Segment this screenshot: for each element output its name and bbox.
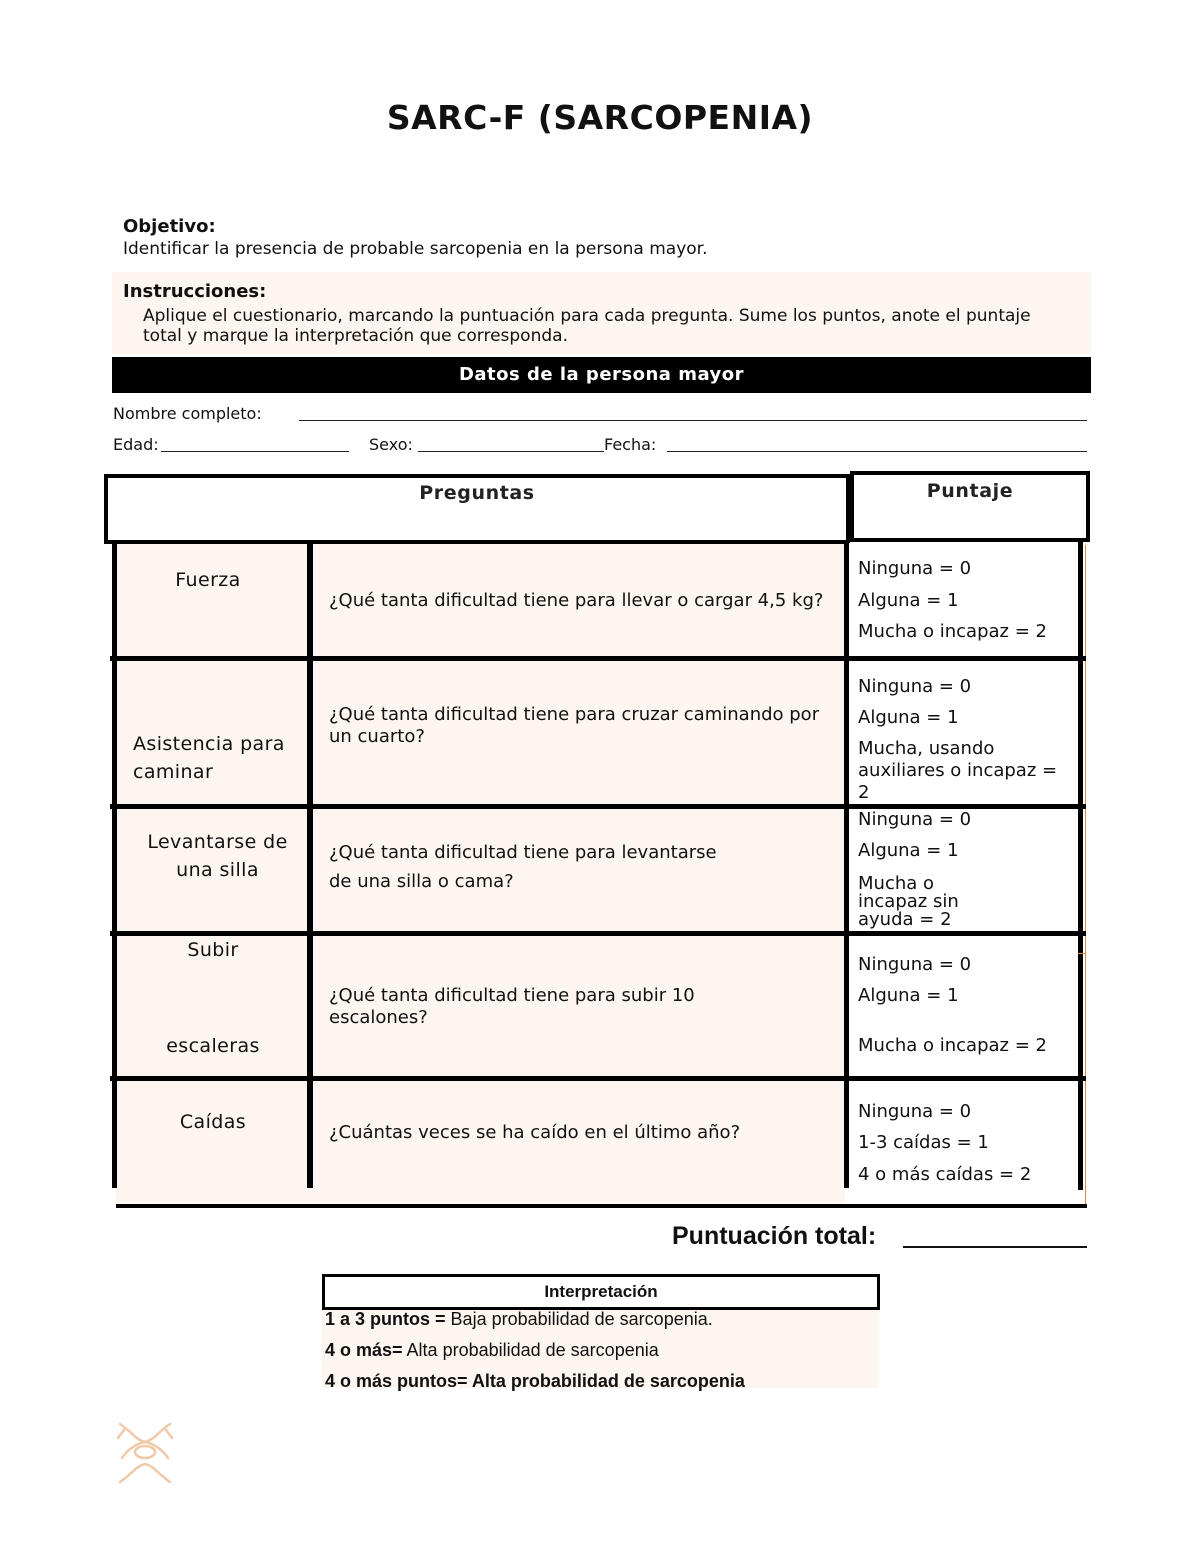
category-label: Fuerza <box>175 569 241 591</box>
score-option[interactable]: Alguna = 1 <box>858 590 959 611</box>
score-option[interactable]: Mucha o incapaz = 2 <box>858 1035 1047 1056</box>
questions-header: Preguntas <box>419 482 535 504</box>
grid-line <box>112 540 117 1188</box>
score-option[interactable]: Ninguna = 0 <box>858 809 972 830</box>
score-option[interactable]: Alguna = 1 <box>858 985 959 1006</box>
score-option[interactable]: Mucha o incapaz sin ayuda = 2 <box>858 873 959 930</box>
category-label-line1: Subir <box>187 939 239 961</box>
institution-logo-icon <box>112 1418 178 1488</box>
objective-text: Identificar la presencia de probable sarcopenia en la persona mayor. <box>123 239 708 259</box>
total-score-field[interactable] <box>903 1246 1087 1248</box>
date-label: Fecha: <box>604 435 657 454</box>
question-text-line1: ¿Qué tanta dificultad tiene para levantarse <box>329 842 717 863</box>
grid-line <box>1085 545 1086 1205</box>
interpretation-line-text: Alta probabilidad de sarcopenia <box>402 1340 659 1360</box>
interpretation-line[interactable] <box>325 1371 745 1392</box>
question-text: ¿Cuántas veces se ha caído en el último año? <box>329 1122 741 1143</box>
interpretation-line-bold: 4 o más puntos= Alta probabilidad de sarcopenia <box>325 1371 745 1391</box>
interpretation-line[interactable] <box>325 1340 659 1361</box>
interpretation-line-text: Baja probabilidad de sarcopenia. <box>445 1309 713 1329</box>
age-field[interactable] <box>161 451 349 452</box>
page-title: SARC-F (SARCOPENIA) <box>386 98 814 137</box>
grid-line <box>116 1204 1087 1208</box>
score-option[interactable]: 4 o más caídas = 2 <box>858 1164 1032 1185</box>
question-text: ¿Qué tanta dificultad tiene para cruzar caminando por un cuarto? <box>329 704 820 747</box>
question-text-line2: de una silla o cama? <box>329 871 514 892</box>
category-label: Caídas <box>179 1111 247 1133</box>
sex-label: Sexo: <box>369 435 413 454</box>
score-option[interactable]: Ninguna = 0 <box>858 676 972 697</box>
category-label: Levantarse de una silla <box>147 831 288 881</box>
score-option[interactable]: Alguna = 1 <box>858 707 959 728</box>
score-option[interactable]: Mucha, usando auxiliares o incapaz = 2 <box>858 738 1058 803</box>
interpretation-line[interactable] <box>325 1309 713 1330</box>
age-label: Edad: <box>113 435 159 454</box>
interpretation-line-bold: 4 o más= <box>325 1340 403 1360</box>
score-header: Puntaje <box>926 480 1014 502</box>
question-text: ¿Qué tanta dificultad tiene para subir 10 escalones? <box>329 985 695 1028</box>
interpretation-line-bold: 1 a 3 puntos = <box>325 1309 446 1329</box>
interpretation-header: Interpretación <box>322 1274 880 1310</box>
score-option[interactable]: Ninguna = 0 <box>858 954 972 975</box>
name-field[interactable] <box>299 420 1087 421</box>
grid-line <box>307 540 313 1188</box>
total-score-label: Puntuación total: <box>672 1222 877 1250</box>
score-option[interactable]: 1-3 caídas = 1 <box>858 1132 989 1153</box>
objective-label: Objetivo: <box>123 216 216 237</box>
date-field[interactable] <box>667 451 1087 452</box>
person-data-header: Datos de la persona mayor <box>112 357 1091 393</box>
score-option[interactable]: Mucha o incapaz = 2 <box>858 621 1047 642</box>
score-option[interactable]: Ninguna = 0 <box>858 558 972 579</box>
sex-field[interactable] <box>418 451 604 452</box>
category-label-line2: escaleras <box>166 1035 260 1057</box>
category-label: Asistencia para caminar <box>133 733 285 783</box>
instructions-text: Aplique el cuestionario, marcando la puntuación para cada pregunta. Sume los puntos, anote el puntaje total y marque la interpretación que corresponda. <box>143 306 1031 346</box>
score-option[interactable]: Alguna = 1 <box>858 840 959 861</box>
grid-line <box>1078 540 1083 1190</box>
name-label: Nombre completo: <box>113 404 262 423</box>
score-option[interactable]: Ninguna = 0 <box>858 1101 972 1122</box>
instructions-label: Instrucciones: <box>123 281 267 302</box>
question-text: ¿Qué tanta dificultad tiene para llevar o cargar 4,5 kg? <box>329 590 824 611</box>
